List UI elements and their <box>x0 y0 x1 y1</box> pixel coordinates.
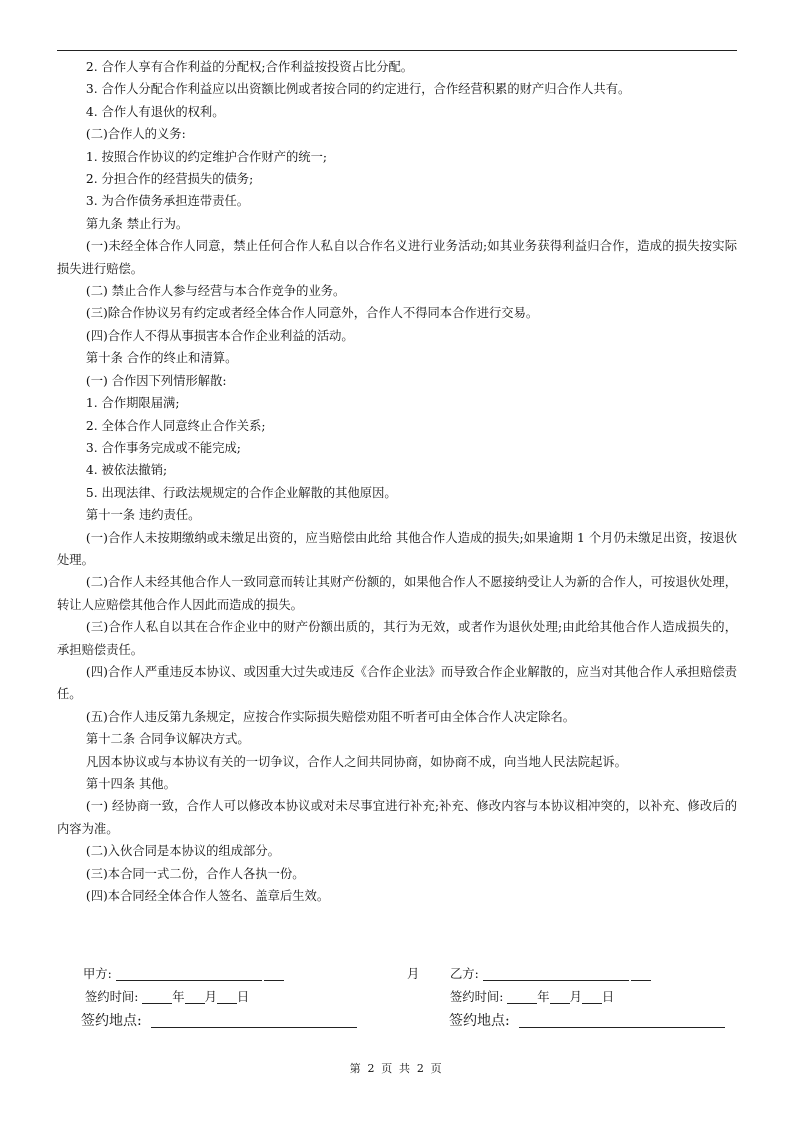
month-label-b: 月 <box>569 990 582 1004</box>
paragraph: (三)本合同一式二份，合作人各执一份。 <box>85 866 305 881</box>
party-a-label: 甲方: <box>83 967 112 981</box>
paragraph: (四)本合同经全体合作人签名、盖章后生效。 <box>85 889 330 904</box>
year-label-b: 年 <box>537 990 550 1004</box>
paragraph: (一)未经全体合作人同意，禁止任何合作人私自以合作名义进行业务活动;如其业务获得利益归合作，造成的损失按实际损失进行赔偿。 <box>57 239 737 276</box>
sign-place-label-b: 签约地点: <box>449 1013 510 1029</box>
paragraph: 第十条 合作的终止和清算。 <box>85 351 238 366</box>
paragraph: 第十二条 合同争议解决方式。 <box>85 732 250 747</box>
month-blank-a[interactable] <box>185 990 205 1004</box>
paragraph: (二)入伙合同是本协议的组成部分。 <box>85 844 280 859</box>
paragraph: 5. 出现法律、行政法规规定的合作企业解散的其他原因。 <box>85 485 397 500</box>
sign-place-blank-b[interactable] <box>519 1013 725 1028</box>
month-blank-b[interactable] <box>550 990 570 1004</box>
paragraph: 第九条 禁止行为。 <box>85 216 189 231</box>
party-b-label: 乙方: <box>450 967 479 981</box>
sign-place-b <box>449 1010 725 1032</box>
year-label-a: 年 <box>172 990 185 1004</box>
paragraph: 3. 合作人分配合作利益应以出资额比例或者按合同的约定进行，合作经营积累的财产归合作人共有。 <box>85 82 631 97</box>
month-label-a: 月 <box>204 990 217 1004</box>
paragraph: 第十四条 其他。 <box>85 777 176 791</box>
paragraph: 凡因本协议或与本协议有关的一切争议，合作人之间共同协商，如协商不成，向当地人民法院起诉。 <box>85 754 627 769</box>
document-body <box>57 56 737 907</box>
paragraph: (四)合作人严重违反本协议、或因重大过失或违反《合作企业法》而导致合作企业解散的，应当对其他合作人承担赔偿责任。 <box>57 664 737 702</box>
page-footer: 第 2 页 共 2 页 <box>349 1062 444 1075</box>
sign-place-a <box>81 1010 357 1032</box>
sign-place-blank-a[interactable] <box>151 1013 357 1028</box>
paragraph: 1. 合作期限届满; <box>85 396 180 411</box>
party-a-blank[interactable] <box>116 966 262 981</box>
paragraph: 第十一条 违约责任。 <box>85 508 201 523</box>
paragraph: (二)合作人未经其他合作人一致同意而转让其财产份额的，如果他合作人不愿接纳受让人为新的合作人，可按退伙处理，转让人应赔偿其他合作人因此而造成的损失。 <box>57 575 737 612</box>
paragraph: (一) 经协商一致，合作人可以修改本协议或对未尽事宜进行补充;补充、修改内容与本协议相冲突的，以补充、修改后的内容为准。 <box>57 799 737 836</box>
paragraph: 2. 合作人享有合作利益的分配权;合作利益按投资占比分配。 <box>85 60 414 74</box>
paragraph: (三)合作人私自以其在合作企业中的财产份额出质的，其行为无效，或者作为退伙处理;由此给其他合作人造成损失的，承担赔偿责任。 <box>57 620 737 657</box>
day-blank-b[interactable] <box>582 990 602 1004</box>
header-rule <box>57 50 737 51</box>
paragraph: (五)合作人违反第九条规定，应按合作实际损失赔偿劝阻不听者可由全体合作人决定除名。 <box>85 709 576 724</box>
day-label-b: 日 <box>601 990 615 1004</box>
paragraph: (一)合作人未按期缴纳或未缴足出资的，应当赔偿由此给 其他合作人造成的损失;如果逾期 1 个月仍未缴足出资，按退伙处理。 <box>57 530 737 567</box>
paragraph: 2. 全体合作人同意终止合作关系; <box>85 418 266 433</box>
paragraph: (二) 禁止合作人参与经营与本合作竞争的业务。 <box>85 284 346 299</box>
paragraph: (二)合作人的义务: <box>85 127 186 142</box>
stray-char: 月 <box>407 967 420 981</box>
day-blank-a[interactable] <box>217 990 237 1004</box>
party-b-line <box>450 963 651 985</box>
paragraph: 3. 合作事务完成或不能完成; <box>85 440 241 455</box>
sign-date-b <box>450 986 614 1008</box>
paragraph: 1. 按照合作协议的约定维护合作财产的统一; <box>85 149 328 164</box>
sign-place-label-a: 签约地点: <box>81 1013 142 1029</box>
year-blank-b[interactable] <box>507 990 537 1004</box>
party-a-blank-extra <box>264 966 284 981</box>
sign-date-label-a: 签约时间: <box>85 990 139 1004</box>
year-blank-a[interactable] <box>142 990 172 1004</box>
sign-date-label-b: 签约时间: <box>450 990 504 1004</box>
party-a-line <box>83 963 284 985</box>
day-label-a: 日 <box>236 990 250 1004</box>
paragraph: (三)除合作协议另有约定或者经全体合作人同意外，合作人不得同本合作进行交易。 <box>85 306 539 321</box>
sign-date-a <box>85 986 249 1008</box>
paragraph: (一) 合作因下列情形解散: <box>85 373 227 388</box>
paragraph: 2. 分担合作的经营损失的债务; <box>85 172 254 187</box>
party-b-blank[interactable] <box>483 966 629 981</box>
party-b-blank-extra <box>631 966 651 981</box>
paragraph: (四)合作人不得从事损害本合作企业利益的活动。 <box>85 328 354 343</box>
paragraph: 4. 被依法撤销; <box>85 463 168 478</box>
paragraph: 3. 为合作债务承担连带责任。 <box>85 194 250 209</box>
paragraph: 4. 合作人有退伙的权利。 <box>85 104 225 119</box>
